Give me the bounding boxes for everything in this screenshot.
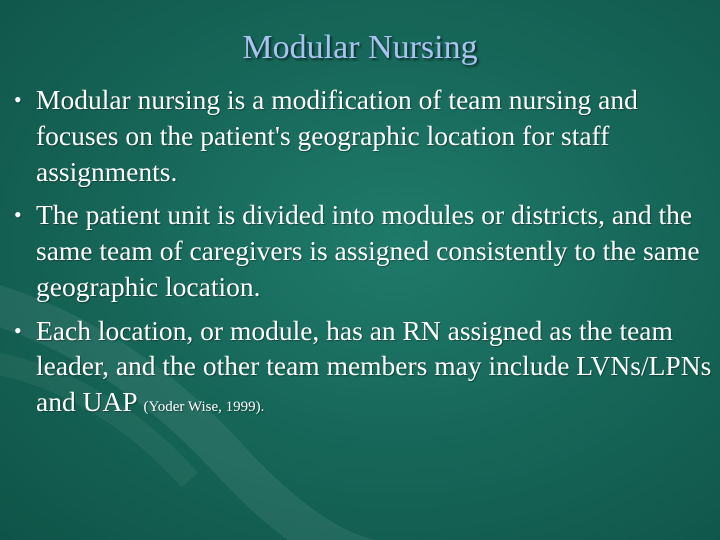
bullet-text: Modular nursing is a modification of team nursing and focuses on the patient's geographic location for staff assignments. (36, 84, 638, 187)
bullet-list (12, 82, 712, 428)
bullet-text: The patient unit is divided into modules or districts, and the same team of caregivers is assigned consistently to the same geographic location. (36, 199, 700, 302)
bullet-item (12, 82, 712, 189)
bullet-item (12, 313, 712, 420)
bullet-text: Each location, or module, has an RN assigned as the team leader, and the other team members may include LVNs/LPNs and UAP (36, 314, 712, 417)
citation: (Yoder Wise, 1999). (143, 399, 265, 415)
bullet-item (12, 197, 712, 304)
bullet-icon: • (14, 317, 22, 343)
bullet-icon: • (14, 202, 22, 228)
slide-title: Modular Nursing (242, 29, 478, 66)
bullet-icon: • (14, 87, 22, 112)
